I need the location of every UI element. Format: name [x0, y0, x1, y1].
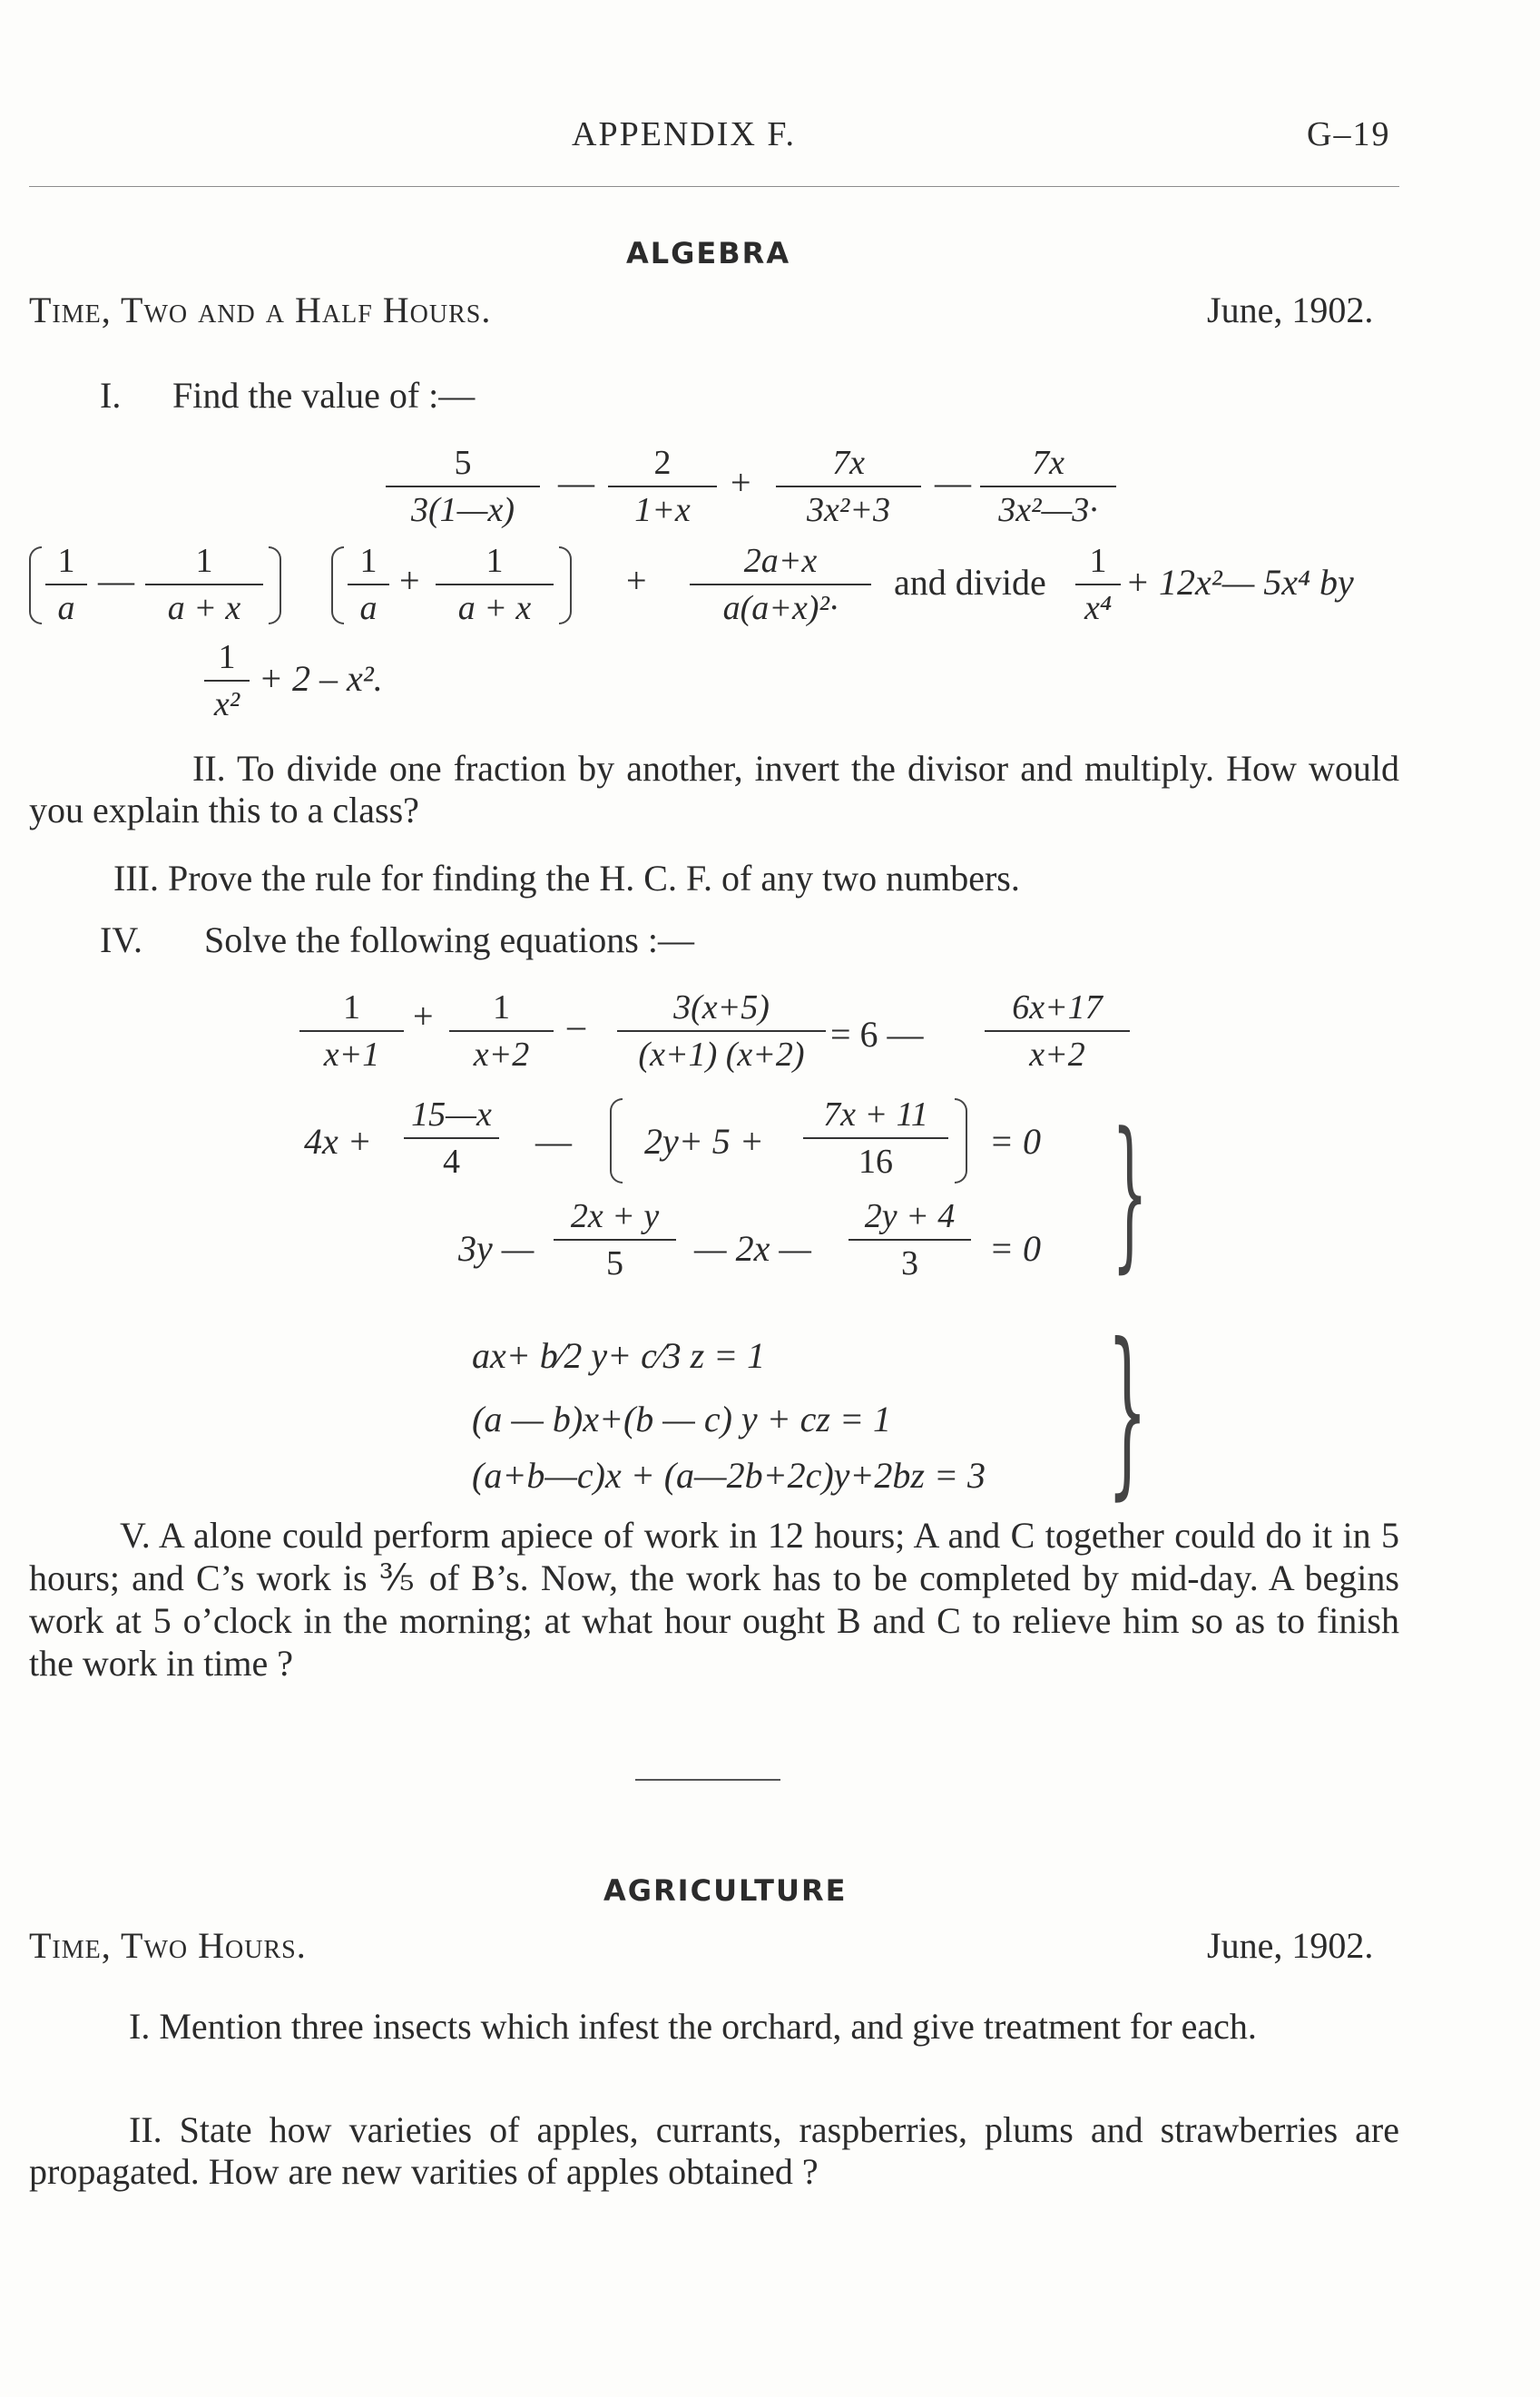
- bracket-close: [955, 1098, 967, 1184]
- denominator: a(a+x)²·: [722, 589, 839, 627]
- page-number: G–19: [1307, 115, 1391, 153]
- fraction: [299, 987, 404, 1075]
- equation-rhs: = 0: [989, 1228, 1041, 1269]
- denominator: a + x: [167, 589, 241, 627]
- fraction: [980, 443, 1116, 530]
- denominator: 1+x: [634, 491, 691, 529]
- denominator: 5: [606, 1244, 623, 1282]
- agriculture-question-1: I. Mention three insects which infest the orchard, and give treatment for each.: [129, 2006, 1257, 2047]
- fraction: [617, 987, 826, 1075]
- numerator: 1: [299, 987, 404, 1032]
- equation-lead: 4x +: [304, 1121, 372, 1162]
- numerator: 1: [449, 987, 554, 1032]
- denominator: 16: [858, 1143, 893, 1181]
- denominator: 4: [443, 1143, 460, 1181]
- exam-date-algebra: June, 1902.: [1207, 290, 1374, 330]
- header-rule: [29, 186, 1399, 187]
- fraction: [985, 987, 1130, 1075]
- fraction: [803, 1095, 948, 1182]
- divisor-tail: + 2 – x².: [259, 658, 383, 699]
- operator: –: [567, 1005, 585, 1046]
- agriculture-question-2: II. State how varieties of apples, currants, raspberries, plums and strawberries are propagated. How are new varities of apples obtained ?: [29, 2109, 1399, 2192]
- numerator: 7x: [776, 443, 921, 487]
- question-1-intro: Find the value of :—: [172, 375, 476, 416]
- operator: — 2x —: [694, 1228, 811, 1269]
- exam-time-algebra: Time, Two and a Half Hours.: [29, 290, 492, 330]
- denominator: 3(1—x): [411, 491, 515, 529]
- operator: —: [535, 1121, 572, 1162]
- fraction: [776, 443, 921, 530]
- and-divide-text: and divide: [894, 562, 1046, 603]
- question-2: II. To divide one fraction by another, invert the divisor and multiply. How would you explain this to a class?: [29, 748, 1399, 830]
- operator: —: [935, 462, 971, 503]
- denominator: x+2: [473, 1036, 530, 1074]
- fraction: [608, 443, 717, 530]
- bracket-close: [269, 546, 281, 624]
- fraction: [436, 541, 554, 628]
- equation-rhs: = 0: [989, 1121, 1041, 1162]
- system-brace: }: [1107, 1305, 1148, 1517]
- section-title-agriculture: AGRICULTURE: [603, 1873, 848, 1908]
- divide-expression-tail: + 12x²— 5x⁴ by: [1125, 562, 1354, 603]
- fraction: [404, 1095, 499, 1182]
- numerator: 1: [1075, 541, 1121, 585]
- fraction: [145, 541, 263, 628]
- bracket-open: [331, 546, 344, 624]
- bracket-close: [559, 546, 572, 624]
- fraction: [204, 637, 250, 724]
- equals: = 6 —: [830, 1014, 924, 1055]
- numerator: 6x+17: [985, 987, 1130, 1032]
- numerator: 2: [608, 443, 717, 487]
- fraction: [1075, 541, 1121, 628]
- operator: —: [558, 462, 594, 503]
- question-number-4: IV.: [100, 919, 143, 960]
- equation-lead: 3y —: [458, 1228, 535, 1269]
- denominator: 3: [901, 1244, 918, 1282]
- appendix-header: APPENDIX F.: [572, 115, 796, 153]
- question-3: III. Prove the rule for finding the H. C. F. of any two numbers.: [113, 858, 1020, 899]
- numerator: 7x + 11: [803, 1095, 948, 1139]
- exam-date-agriculture: June, 1902.: [1207, 1925, 1374, 1966]
- system-equation-1: ax+ b⁄2 y+ c⁄3 z = 1: [472, 1335, 766, 1376]
- fraction: [348, 541, 389, 628]
- denominator: x⁴: [1084, 589, 1113, 627]
- operator: —: [98, 560, 134, 601]
- numerator: 1: [436, 541, 554, 585]
- fraction: [690, 541, 871, 628]
- fraction: [554, 1196, 676, 1283]
- inner-expression: 2y+ 5 +: [644, 1121, 764, 1162]
- system-brace: }: [1112, 1098, 1149, 1288]
- numerator: 1: [204, 637, 250, 682]
- fraction: [449, 987, 554, 1075]
- operator: +: [731, 462, 751, 503]
- fraction: [45, 541, 87, 628]
- denominator: a: [57, 589, 75, 627]
- numerator: 1: [45, 541, 87, 585]
- denominator: x+2: [1029, 1036, 1085, 1074]
- fraction: [386, 443, 540, 530]
- operator: +: [413, 996, 434, 1036]
- numerator: 3(x+5): [617, 987, 826, 1032]
- denominator: a + x: [457, 589, 532, 627]
- exam-time-agriculture: Time, Two Hours.: [29, 1925, 307, 1966]
- numerator: 1: [145, 541, 263, 585]
- question-4-intro: Solve the following equations :—: [204, 919, 694, 960]
- section-title-algebra: ALGEBRA: [626, 236, 791, 270]
- denominator: 3x²+3: [807, 491, 890, 529]
- numerator: 2y + 4: [848, 1196, 971, 1241]
- numerator: 15—x: [404, 1095, 499, 1139]
- denominator: x+1: [323, 1036, 380, 1074]
- denominator: 3x²—3·: [998, 491, 1098, 529]
- fraction: [848, 1196, 971, 1283]
- question-5: V. A alone could perform apiece of work in 12 hours; A and C together could do it in 5 hours; and C’s work is ⅗ of B’s. Now, the work has to be completed by mid-day. A begins work at 5 o’clock in the morning; at what hour ought B and C to relieve him so as to finish the work in time ?: [29, 1515, 1399, 1684]
- denominator: x²: [213, 685, 240, 723]
- numerator: 7x: [980, 443, 1116, 487]
- numerator: 2a+x: [690, 541, 871, 585]
- bracket-open: [29, 546, 42, 624]
- numerator: 1: [348, 541, 389, 585]
- section-divider: [635, 1779, 780, 1781]
- question-number-1: I.: [100, 375, 122, 416]
- denominator: a: [359, 589, 378, 627]
- numerator: 2x + y: [554, 1196, 676, 1241]
- numerator: 5: [386, 443, 540, 487]
- bracket-open: [610, 1098, 623, 1184]
- system-equation-2: (a — b)x+(b — c) y + cz = 1: [472, 1399, 891, 1439]
- denominator: (x+1) (x+2): [638, 1036, 805, 1074]
- operator: +: [626, 560, 647, 601]
- operator: +: [399, 560, 420, 601]
- system-equation-3: (a+b—c)x + (a—2b+2c)y+2bz = 3: [472, 1455, 986, 1496]
